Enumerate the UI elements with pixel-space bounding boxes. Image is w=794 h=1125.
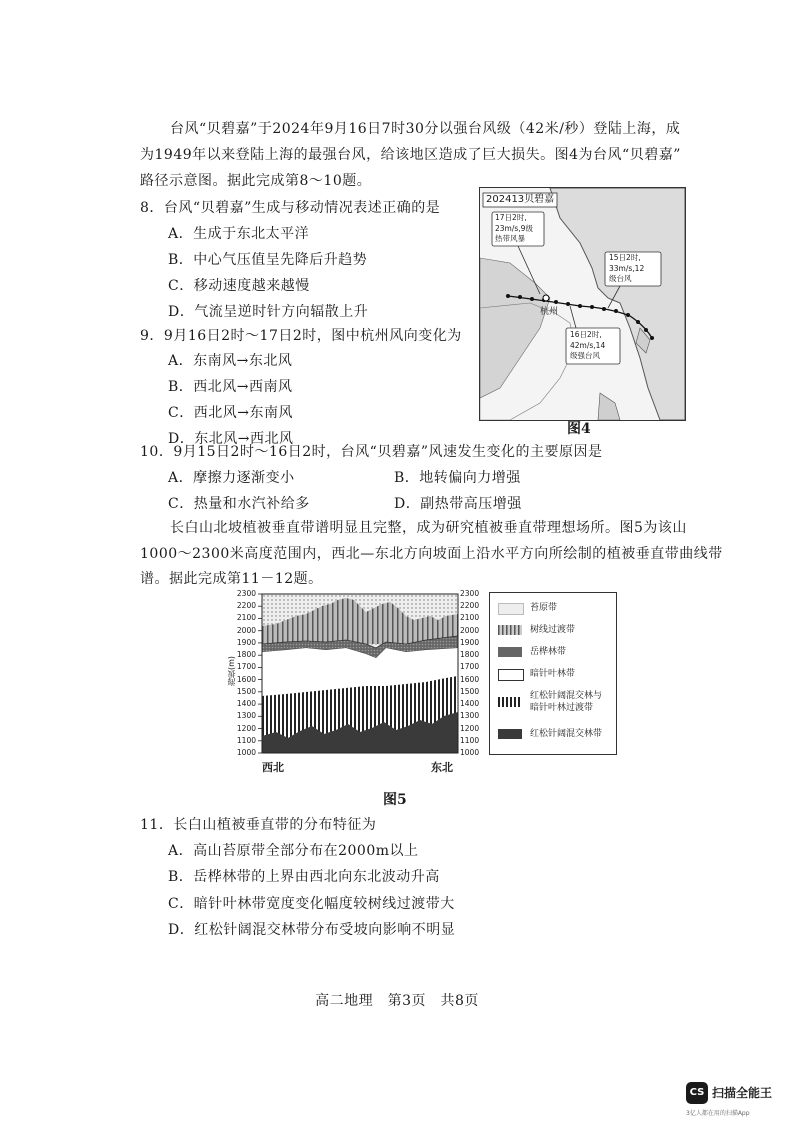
intro-line: 台风“贝碧嘉”于2024年9月16日7时30分以强台风级（42米/秒）登陆上海，成 xyxy=(170,121,681,137)
y-tick-label: 1100 xyxy=(236,735,256,745)
y-tick-label: 2300 xyxy=(236,589,256,598)
y-tick-label: 1700 xyxy=(236,662,256,672)
annotation-16th xyxy=(570,330,605,362)
city-label-hangzhou: 杭州 xyxy=(540,307,559,317)
question-10-stem: 10．9月15日2时～16日2时，台风“贝碧嘉”风速发生变化的主要原因是 xyxy=(140,444,603,460)
legend-label: 苔原带 xyxy=(530,603,558,613)
q11-option-d: D．红松针阔混交林带分布受坡向影响不明显 xyxy=(168,922,456,938)
q8-option-b: B．中心气压值呈先降后升趋势 xyxy=(168,252,368,268)
figure-5-legend xyxy=(489,592,617,755)
q10-option-d: D．副热带高压增强 xyxy=(394,496,522,512)
legend-swatch-treeline xyxy=(498,625,522,635)
q9-option-c: C．西北风→东南风 xyxy=(168,405,293,421)
page-footer: 高二地理 第3页 共8页 xyxy=(315,993,479,1009)
y-tick-label: 2000 xyxy=(460,625,480,635)
y-tick-label: 2200 xyxy=(460,601,480,611)
vegetation-profile-chart xyxy=(226,586,480,776)
annotation-15th xyxy=(609,253,644,285)
profile-drawing xyxy=(226,586,462,776)
y-tick-label: 1800 xyxy=(236,650,256,660)
intro-line: 长白山北坡植被垂直带谱明显且完整，成为研究植被垂直带理想场所。图5为该山 xyxy=(170,520,687,536)
y-tick-label: 1400 xyxy=(460,699,480,709)
figure-4-caption: 图4 xyxy=(567,421,591,437)
scanner-subtitle: 3亿人都在用的扫描App xyxy=(686,1110,750,1117)
q8-option-c: C．移动速度越来越慢 xyxy=(168,278,310,294)
y-tick-label: 1000 xyxy=(236,748,256,757)
y-tick-label: 2100 xyxy=(460,613,480,623)
y-tick-label: 1500 xyxy=(460,686,480,696)
x-label-northwest: 西北 xyxy=(262,761,284,774)
figure-5-caption: 图5 xyxy=(383,792,407,808)
legend-swatch-transition xyxy=(498,697,522,707)
y-tick-label: 1800 xyxy=(460,650,480,660)
q11-option-b: B．岳桦林带的上界由西北向东北波动升高 xyxy=(168,869,440,885)
legend-label: 暗针叶林过渡带 xyxy=(530,703,594,713)
y-tick-label: 1300 xyxy=(236,711,256,721)
question-8-stem: 8．台风“贝碧嘉”生成与移动情况表述正确的是 xyxy=(140,200,441,216)
cs-logo-icon: CS xyxy=(686,1082,708,1104)
y-tick-label: 1200 xyxy=(460,723,480,733)
intro-line: 为1949年以来登陆上海的最强台风，给该地区造成了巨大损失。图4为台风“贝碧嘉” xyxy=(140,147,681,163)
q11-option-c: C．暗针叶林带宽度变化幅度较树线过渡带大 xyxy=(168,896,455,912)
y-tick-label: 1000 xyxy=(460,748,480,757)
y-tick-label: 2300 xyxy=(460,589,480,598)
y-tick-label: 1700 xyxy=(460,662,480,672)
legend-swatch-mixed-forest xyxy=(498,729,522,739)
legend-swatch-dark-conifer xyxy=(498,669,524,681)
y-tick-label: 2100 xyxy=(236,613,256,623)
y-tick-label: 2200 xyxy=(236,601,256,611)
annotation-line: 23m/s,9级 xyxy=(495,223,533,233)
scanner-brand: 扫描全能王 xyxy=(712,1086,773,1100)
scanner-watermark xyxy=(686,1078,794,1125)
y-tick-label: 1600 xyxy=(236,674,256,684)
annotation-line: 15日2时, xyxy=(609,253,641,262)
x-label-northeast: 东北 xyxy=(431,761,453,774)
q11-option-a: A．高山苔原带全部分布在2000m以上 xyxy=(168,843,419,859)
q9-option-a: A．东南风→东北风 xyxy=(168,353,293,369)
q9-option-b: B．西北风→西南风 xyxy=(168,379,293,395)
annotation-line: 级强台风 xyxy=(570,351,600,360)
annotation-line: 热带风暴 xyxy=(495,234,525,243)
annotation-line: 17日2时, xyxy=(495,213,527,222)
y-axis-label: 海拔(m) xyxy=(227,656,236,687)
legend-swatch-tundra xyxy=(498,603,524,615)
y-tick-label: 1200 xyxy=(236,723,256,733)
legend-label: 岳桦林带 xyxy=(530,647,567,657)
legend-swatch-birch xyxy=(498,647,522,657)
y-tick-label: 1500 xyxy=(236,686,256,696)
annotation-line: 级台风 xyxy=(609,274,632,283)
annotation-line: 42m/s,14 xyxy=(570,340,606,350)
q10-option-a: A．摩擦力逐渐变小 xyxy=(168,470,295,486)
q10-option-b: B．地转偏向力增强 xyxy=(394,470,521,486)
intro-line: 谱。据此完成第11－12题。 xyxy=(140,571,323,587)
question-9-stem: 9．9月16日2时～17日2时，图中杭州风向变化为 xyxy=(140,328,462,344)
y-tick-label: 1900 xyxy=(236,637,256,647)
question-11-stem: 11．长白山植被垂直带的分布特征为 xyxy=(140,817,377,833)
q8-option-d: D．气流呈逆时针方向辐散上升 xyxy=(168,304,369,320)
q10-option-c: C．热量和水汽补给多 xyxy=(168,496,310,512)
legend-label: 红松针阔混交林与 xyxy=(530,691,603,701)
y-tick-label: 1900 xyxy=(460,637,480,647)
map-title: 202413贝碧嘉 xyxy=(486,194,555,205)
intro-line: 路径示意图。据此完成第8～10题。 xyxy=(140,173,372,189)
legend-label: 红松针阔混交林带 xyxy=(530,729,603,739)
annotation-line: 16日2时, xyxy=(570,330,602,339)
annotation-line: 33m/s,12 xyxy=(609,263,645,273)
y-tick-label: 1100 xyxy=(460,735,480,745)
y-tick-label: 2000 xyxy=(236,625,256,635)
y-tick-label: 1300 xyxy=(460,711,480,721)
y-tick-label: 1600 xyxy=(460,674,480,684)
annotation-17th xyxy=(495,213,533,245)
intro-line: 1000～2300米高度范围内，西北—东北方向坡面上沿水平方向所绘制的植被垂直带曲线带 xyxy=(140,546,723,562)
q9-option-d: D．东北风→西北风 xyxy=(168,431,294,447)
legend-label: 暗针叶林带 xyxy=(530,669,576,679)
legend-label: 树线过渡带 xyxy=(530,625,576,635)
q8-option-a: A．生成于东北太平洋 xyxy=(168,226,310,242)
typhoon-path-map xyxy=(479,187,686,421)
y-tick-label: 1400 xyxy=(236,699,256,709)
